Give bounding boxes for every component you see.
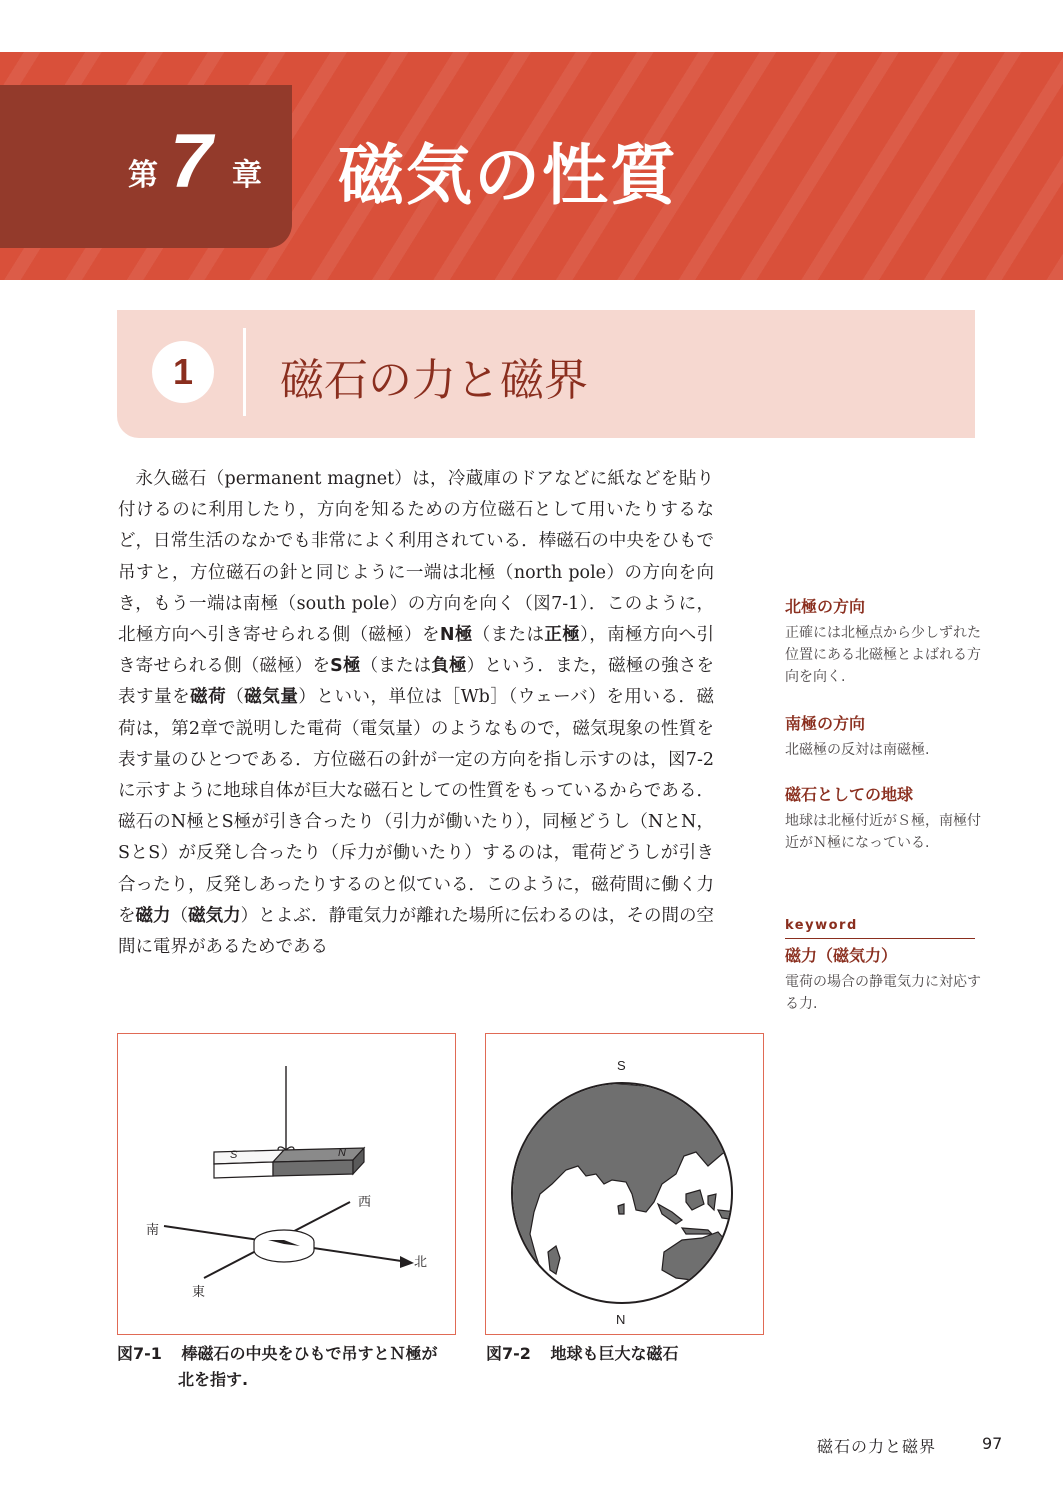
figure-7-2-caption-text: 地球も巨大な磁石 xyxy=(550,1344,679,1363)
body-text xyxy=(118,464,714,963)
sidenote-heading: 南極の方向 xyxy=(785,714,866,733)
chapter-number: 7 xyxy=(170,119,213,204)
body-term: N極 xyxy=(439,625,473,646)
sidenote-text: 北磁極の反対は南磁極. xyxy=(785,742,930,758)
magnet-s-label: S xyxy=(230,1149,238,1161)
magnet-n-side xyxy=(273,1160,353,1176)
body-run: （ xyxy=(226,687,245,708)
section-divider xyxy=(243,328,246,416)
section-title: 磁石の力と磁界 xyxy=(280,355,588,406)
island-japan xyxy=(730,1120,740,1146)
body-run: （または xyxy=(360,656,432,677)
direction-south: 南 xyxy=(146,1223,160,1238)
figure-7-1-caption-line2: 北を指す. xyxy=(178,1370,249,1389)
chapter-title: 磁気の性質 xyxy=(338,137,678,214)
keyword-entry xyxy=(785,945,985,1015)
body-run: ）という．また，磁極の強さを表す量を xyxy=(118,656,715,708)
figure-7-1-frame xyxy=(117,1033,456,1335)
keyword-heading: 磁力（磁気力） xyxy=(785,946,898,965)
body-term: 磁気力 xyxy=(188,905,241,926)
figure-7-1-caption xyxy=(117,1341,467,1393)
sidenote-north xyxy=(785,596,985,688)
body-paragraph xyxy=(118,464,714,963)
direction-west: 西 xyxy=(358,1195,372,1210)
compass-side xyxy=(254,1242,314,1262)
sidenote-heading: 北極の方向 xyxy=(785,597,866,616)
figure-7-1-number: 図7-1 xyxy=(117,1344,162,1363)
body-run: （ xyxy=(170,905,189,926)
body-run: ）とよぶ．静電気力が離れた場所に伝わるのは，その間の空間に電界があるためである xyxy=(118,905,715,958)
section-number: 1 xyxy=(152,341,214,403)
sidenote-heading: 磁石としての地球 xyxy=(785,785,914,804)
direction-north: 北 xyxy=(414,1255,428,1270)
body-term: 磁力 xyxy=(135,905,171,926)
direction-east: 東 xyxy=(192,1285,206,1300)
body-term: 磁気量 xyxy=(244,687,299,708)
body-run: 永久磁石（permanent magnet）は，冷蔵庫のドアなどに紙などを貼り付けるのに利用したり，方向を知るための方位磁石として用いたりするなど，日常生活のなかでも非常によく利用されている．棒磁石の中央をひもで吊すと，方位磁石の針と同じように一端は北極（north pole）の方向を向き，もう一端は南極（south pole）の方向を向く（図7-1）．このように，北極方向へ引き寄せられる側（磁極）を xyxy=(118,469,714,646)
north-arrowhead xyxy=(400,1256,414,1268)
globe-label-bottom: N xyxy=(616,1312,626,1327)
chapter-prefix: 第 xyxy=(128,158,158,193)
magnet-n-label: N xyxy=(338,1147,346,1159)
sidenote-earth xyxy=(785,784,985,854)
figure-7-2-caption xyxy=(486,1341,766,1367)
footer-section-title: 磁石の力と磁界 xyxy=(817,1437,937,1456)
figure-7-2-frame xyxy=(485,1033,764,1335)
sidenote-text: 地球は北極付近がＳ極，南極付近がＮ極になっている. xyxy=(785,813,981,851)
keyword-text: 電荷の場合の静電気力に対応する力. xyxy=(785,974,981,1012)
figure-7-2-number: 図7-2 xyxy=(486,1344,531,1363)
magnet-s-side xyxy=(214,1162,273,1178)
keyword-label: keyword xyxy=(785,918,858,933)
page-number: 97 xyxy=(982,1434,1003,1453)
body-term: 磁荷 xyxy=(190,687,227,708)
body-term: 負極 xyxy=(431,656,467,677)
figure-7-2-illustration xyxy=(486,1034,763,1334)
body-term: S極 xyxy=(330,656,361,677)
island-srilanka xyxy=(618,1204,624,1214)
sidenote-south xyxy=(785,713,985,761)
chapter-suffix: 章 xyxy=(232,158,262,193)
keyword-rule xyxy=(785,938,975,939)
figure-7-1-caption-line1: 棒磁石の中央をひもで吊すとＮ極が xyxy=(181,1344,438,1363)
body-run: ）といい，単位は［Wb］（ウェーバ）を用いる．磁荷は，第2章で説明した電荷（電気量）のようなもので，磁気現象の性質を表す量のひとつである．方位磁石の針が一定の方向を指し示すのは，図7-2に示すように地球自体が巨大な磁石としての性質をもっているからである．磁石のN極とS極が引き合ったり（引力が働いたり），同極どうし（NとN，SとS）が反発し合ったり（斥力が働いたり）するのは，電荷どうしが引き合ったり，反発しあったりするのと似ている．このように，磁荷間に働く力を xyxy=(118,687,715,926)
body-run: （または xyxy=(472,625,545,646)
sidenote-text: 正確には北極点から少しずれた位置にある北磁極とよばれる方向を向く. xyxy=(785,625,981,685)
globe-label-top: S xyxy=(617,1058,626,1073)
figure-7-1-illustration xyxy=(118,1034,455,1334)
body-run: ），南極方向へ引き寄せられる側（磁極）を xyxy=(118,625,715,677)
body-term: 正極 xyxy=(544,625,581,646)
